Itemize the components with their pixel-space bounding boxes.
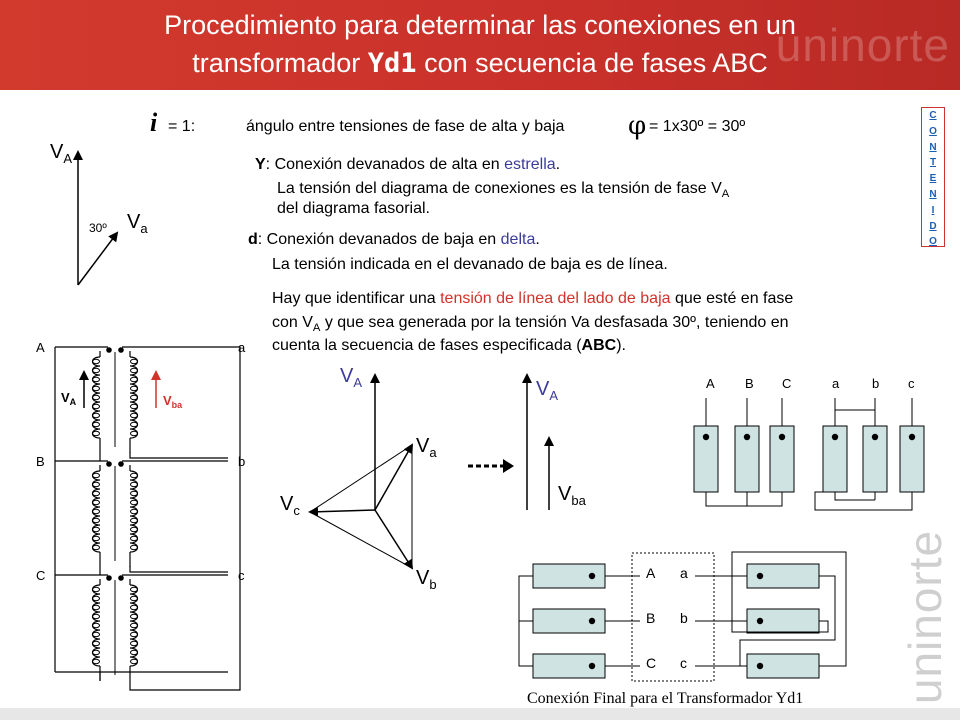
coil-loop — [131, 482, 138, 486]
transformer-windings — [36, 340, 246, 690]
star-Vb-arrow — [375, 510, 412, 568]
angle-text: ángulo entre tensiones de fase de alta y baja — [246, 118, 565, 135]
polarity-dot — [909, 434, 915, 440]
star-Vc-arrow — [310, 510, 375, 512]
polarity-dot — [118, 347, 124, 353]
coil-loop — [93, 404, 100, 408]
winding-Vba-label: $V_{ba}$ — [163, 393, 183, 410]
star-Vc-label: $V_c$ — [280, 493, 300, 518]
result-phasors — [527, 375, 587, 510]
coil-loop — [93, 395, 100, 399]
final-lv-label: a — [680, 565, 688, 581]
header-watermark: uninorte — [775, 19, 950, 71]
contenido-letter[interactable]: T — [929, 157, 937, 169]
lv-top-leads — [835, 398, 875, 426]
coil-loop — [93, 359, 100, 363]
polarity-dot — [757, 663, 763, 669]
note-line-1: Hay que identificar una tensión de línea del lado de baja que esté en fase — [272, 290, 794, 307]
va-low-phasor-arrow — [78, 233, 117, 285]
coil-loop — [131, 413, 138, 417]
coil-loop — [93, 431, 100, 435]
contenido-letter[interactable]: C — [929, 110, 937, 121]
polarity-dot — [106, 347, 112, 353]
final-connection — [519, 552, 846, 681]
coil-loop — [93, 527, 100, 531]
y-line-1: Y: Conexión devanados de alta en estrella. — [255, 156, 561, 173]
coil-loop — [93, 422, 100, 426]
y-line-3: del diagrama fasorial. — [277, 200, 430, 217]
coil-loop — [93, 386, 100, 390]
polarity-dot — [757, 618, 763, 624]
title-code: Yd1 — [367, 48, 417, 79]
title-line-1: Procedimiento para determinar las conexiones en un — [164, 10, 796, 40]
lv-terminal-label: b — [238, 454, 246, 469]
coil-loop — [93, 650, 100, 654]
polarity-dot — [779, 434, 785, 440]
coil-loop — [131, 623, 138, 627]
contenido-letter[interactable]: E — [929, 173, 937, 185]
coil-loop — [131, 395, 138, 399]
lv-delta-inner — [835, 492, 875, 500]
coil-loop — [131, 386, 138, 390]
polarity-dot — [832, 434, 838, 440]
coil-loop — [93, 614, 100, 618]
contenido-letter[interactable]: I — [931, 204, 935, 216]
star-VA-label: $V_A$ — [340, 365, 363, 390]
terminal-boxes — [694, 376, 924, 510]
coil-loop — [93, 500, 100, 504]
phase-winding — [36, 454, 245, 575]
coil-loop — [131, 545, 138, 549]
star-Va-label: $V_a$ — [416, 435, 437, 460]
phi-symbol: φ — [628, 111, 647, 141]
side-watermark: uninorte — [899, 529, 952, 705]
hv-terminal-label: C — [36, 568, 46, 583]
final-caption: Conexión Final para el Transformador Yd1 — [527, 690, 804, 707]
i-equals: = 1: — [168, 118, 196, 135]
coil-loop — [93, 545, 100, 549]
result-VA-label: $V_A$ — [536, 378, 559, 403]
coil-loop — [93, 482, 100, 486]
polarity-dot — [589, 663, 595, 669]
contenido-letter[interactable]: N — [929, 188, 937, 200]
terminal-top-label: b — [872, 376, 880, 391]
coil-loop — [93, 377, 100, 381]
note-line-3: cuenta la secuencia de fases especificada (ABC). — [272, 337, 626, 354]
winding-VA-label: $V_A$ — [61, 390, 77, 407]
coil-loop — [131, 491, 138, 495]
coil-loop — [131, 527, 138, 531]
final-hv-label: A — [646, 565, 656, 581]
delta-link-bc — [130, 566, 228, 572]
lv-terminal-label: c — [238, 568, 245, 583]
small-Va-label: $V_a$ — [127, 211, 148, 236]
coil-loop — [131, 596, 138, 600]
polarity-dot — [703, 434, 709, 440]
small-VA-label: $V_A$ — [50, 141, 73, 166]
coil-loop — [93, 509, 100, 513]
coil-loop — [131, 473, 138, 477]
terminal-top-label: a — [832, 376, 840, 391]
hv-terminal-label: A — [36, 340, 45, 355]
final-lv-label: b — [680, 610, 688, 626]
terminal-frame — [632, 553, 714, 681]
coil-loop — [131, 509, 138, 513]
delta-link-ca — [130, 347, 240, 690]
star-ac-line — [310, 445, 412, 512]
polarity-dot — [872, 434, 878, 440]
terminal-top-label: A — [706, 376, 715, 391]
angle-label: 30º — [89, 221, 107, 235]
polarity-dot — [106, 575, 112, 581]
coil-loop — [131, 377, 138, 381]
coil-loop — [131, 431, 138, 435]
coil-loop — [93, 368, 100, 372]
final-hv-label: B — [646, 610, 656, 626]
polarity-dot — [106, 461, 112, 467]
result-Vba-label: $V_{ba}$ — [558, 483, 586, 508]
coil-loop — [93, 536, 100, 540]
coil-loop — [131, 587, 138, 591]
terminal-top-label: B — [745, 376, 754, 391]
coil-loop — [131, 404, 138, 408]
lv-top-leads-2 — [875, 398, 912, 426]
star-cb-line — [310, 512, 412, 568]
small-phasor — [50, 141, 148, 285]
polarity-dot — [589, 618, 595, 624]
coil-loop — [131, 368, 138, 372]
coil-loop — [131, 359, 138, 363]
coil-loop — [131, 605, 138, 609]
coil-loop — [93, 641, 100, 645]
i-symbol: i — [150, 108, 158, 137]
y-line-2: La tensión del diagrama de conexiones es la tensión de fase $V_A$ — [277, 180, 730, 201]
coil-loop — [93, 596, 100, 600]
coil-loop — [131, 650, 138, 654]
coil-loop — [93, 587, 100, 591]
contenido-letter[interactable]: O — [929, 236, 937, 248]
polarity-dot — [118, 575, 124, 581]
phase-winding — [36, 568, 245, 681]
coil-loop — [93, 413, 100, 417]
star-Vb-label: $V_b$ — [416, 567, 437, 592]
hv-terminal-label: B — [36, 454, 45, 469]
star-neutral — [706, 492, 782, 506]
coil-loop — [93, 491, 100, 495]
coil-loop — [131, 518, 138, 522]
final-hv-label: C — [646, 655, 657, 671]
coil-loop — [93, 473, 100, 477]
lv-terminal-label: a — [238, 340, 246, 355]
polarity-dot — [744, 434, 750, 440]
coil-loop — [131, 614, 138, 618]
d-line-2: La tensión indicada en el devanado de baja es de línea. — [272, 256, 668, 273]
lv-bottom-delta — [815, 492, 912, 510]
delta-link-ab — [130, 452, 228, 458]
coil-loop — [131, 422, 138, 426]
contenido-letter[interactable]: O — [929, 125, 937, 137]
coil-loop — [131, 641, 138, 645]
coil-loop — [131, 500, 138, 504]
coil-loop — [131, 659, 138, 663]
star-phasor — [280, 365, 437, 592]
final-star-neutral — [519, 576, 533, 666]
final-lv-label: c — [680, 655, 687, 671]
coil-loop — [93, 659, 100, 663]
polarity-dot — [589, 573, 595, 579]
coil-loop — [93, 605, 100, 609]
star-Va-arrow — [375, 445, 412, 510]
d-line-1: d: Conexión devanados de baja en delta. — [248, 231, 540, 248]
coil-loop — [93, 518, 100, 522]
terminal-top-label: C — [782, 376, 792, 391]
coil-loop — [131, 632, 138, 636]
title-line-2: transformador Yd1 con secuencia de fases ABC — [192, 48, 768, 79]
dashed-arrow-head — [503, 459, 514, 473]
contenido-letter[interactable]: D — [929, 220, 937, 232]
terminal-top-label: c — [908, 376, 915, 391]
polarity-dot — [757, 573, 763, 579]
coil-loop — [93, 632, 100, 636]
angle-equals: = 1x30º = 30º — [649, 118, 746, 135]
contenido-letter[interactable]: N — [929, 141, 937, 153]
coil-loop — [93, 623, 100, 627]
note-line-2: con $V_A$ y que sea generada por la tensión Va desfasada 30º, teniendo en — [272, 314, 789, 335]
coil-loop — [131, 536, 138, 540]
polarity-dot — [118, 461, 124, 467]
